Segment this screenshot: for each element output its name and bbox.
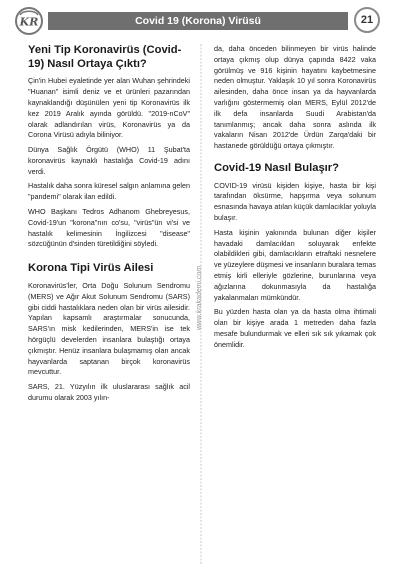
paragraph: COVID-19 virüsü kişiden kişiye, hasta bir kişi tarafından öksürme, hapşırma veya solunum esnasında havaya atılan küçük damlacıklar yoluyla bulaşır. (214, 180, 376, 223)
page-header (14, 10, 386, 34)
paragraph: Koronavirüs'ler, Orta Doğu Solunum Sendromu (MERS) ve Ağır Akut Solunum Sendromu (SARS) gibi ciddi hastalıklara neden olan bir virüs ailesidir. Yapılan kapsamlı araştırmalar sonucunda, SARS'ın misk kedilerinden, MERS'in ise tek hörgüçlü develerden insanlara bulaştığı ortaya çıkmıştır. Henüz insanlara bulaşmamış olan ancak hayvanlarda saptanan birçok koronavirüs mevcuttur. (28, 280, 190, 377)
section-heading-transmission: Covid-19 Nasıl Bulaşır? (214, 161, 339, 174)
paragraph: Hasta kişinin yakınında bulunan diğer kişiler havadaki damlacıkları soluyarak enfekte olabildikleri gibi, damlacıkların etraftaki nesnelere ve yüzeylere düşmesi ve insanların buralara temas etmiş kirli elleriyle gözlerine, burunlarına veya ağızlarına dokunmasıyla da hastalığa yakalanmaları mümkündür. (214, 227, 376, 302)
paragraph: Dünya Sağlık Örgütü (WHO) 11 Şubat'ta koronavirüs kaynaklı hastalığa Covid-19 adını verdi. (28, 145, 190, 176)
paragraph-continued: da, daha önceden bilinmeyen bir virüs halinde ortaya çıkmış olup dünya çapında 8422 vaka görülmüş ve 916 kişinin hayatını kaybetmesine neden olmuştur. Yaklaşık 10 yıl sonra Koronavirüs ailesinden, daha önce insan ya da hayvanlarda varlığını göstermemiş olan MERS, Eylül 2012'de ilk defa insanlarda Suudi Arabistan'da tanımlanmış; ancak daha sonra aslında ilk vakaların Nisan 2012'de Ürdün Zarqa'daki bir hastanede görüldüğü ortaya çıkmıştır. (214, 44, 376, 151)
paragraph: Bu yüzden hasta olan ya da hasta olma ihtimali olan bir kişiye arada 1 metreden daha fazla mesafe bulundurmak ve elleri sık sık yıkamak çok önemlidir. (214, 307, 376, 349)
page-number: 21 (354, 7, 380, 33)
paragraph: Çin'in Hubei eyaletinde yer alan Wuhan şehrindeki "Huanan" isimli deniz ve et ürünleri pazarından kaynaklandığı düşünülen yeni tip Koronavirüs ilk kez 2019 Aralık ayında görüldü. "2019-nCoV" olarak adlandırılan virüs, Koronavirüs ya da Corona Virüsü adıyla biliniyor. (28, 76, 190, 140)
paragraph: Hastalık daha sonra küresel salgın anlamına gelen "pandemi" olarak ilan edildi. (28, 181, 190, 202)
kr-logo-icon (14, 6, 44, 36)
section-heading-virus-family: Korona Tipi Virüs Ailesi (28, 262, 154, 275)
watermark-text: www.krakademi.com (196, 265, 203, 330)
paragraph: SARS, 21. Yüzyılın ilk uluslararası sağlık acil durumu olarak 2003 yılın- (28, 382, 190, 402)
page-title: Covid 19 (Korona) Virüsü (48, 12, 348, 30)
paragraph: WHO Başkanı Tedros Adhanom Ghebreyesus, Covid-19'un "korona"nın co'su, "virüs"ün vi'si ve hastalık kelimesinin İngilizcesi "disease" sözcüğünün d'sinden türetildiğini söyledi. (28, 207, 190, 249)
section-heading-origin: Yeni Tip Koronavirüs (Covid-19) Nasıl Ortaya Çıktı? (28, 44, 182, 70)
right-column (214, 44, 376, 570)
left-column (28, 44, 190, 570)
logo-text: KR (19, 15, 39, 29)
